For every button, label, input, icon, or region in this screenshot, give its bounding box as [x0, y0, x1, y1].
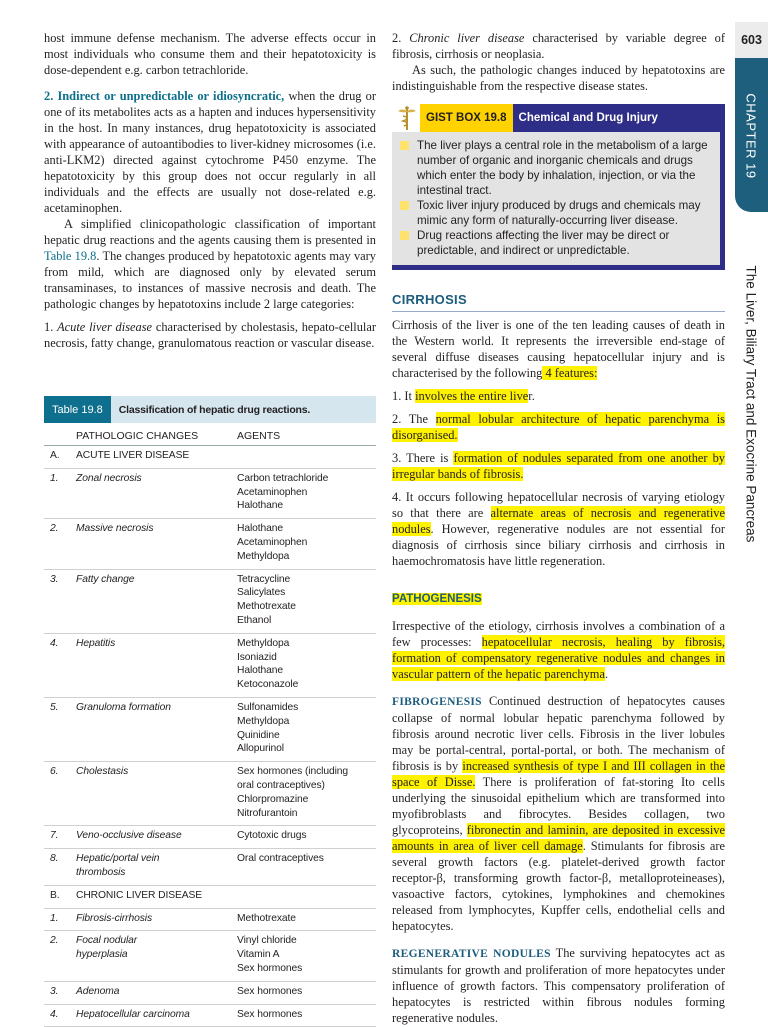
agents: Halothane Acetaminophen Methyldopa	[237, 522, 376, 563]
table-row	[44, 519, 376, 569]
gist-title: Chemical and Drug Injury	[513, 104, 725, 132]
pathologic-change: Hepatocellular carcinoma	[76, 1008, 237, 1022]
subsection-title: 2. Indirect or unpredictable or idiosyncratic,	[44, 89, 284, 103]
column-header-agents: AGENTS	[237, 430, 376, 442]
agents	[237, 889, 376, 903]
agents: Sulfonamides Methyldopa Quinidine Allopurinol	[237, 701, 376, 756]
left-column	[44, 30, 376, 351]
page-number: 603	[735, 22, 768, 58]
agents: Sex hormones (including oral contraceptives) Chlorpromazine Nitrofurantoin	[237, 765, 376, 820]
paragraph-chronic: 2. Chronic liver disease characterised by variable degree of fibrosis, cirrhosis or neoplasia.	[392, 30, 725, 62]
pathologic-change: Cholestasis	[76, 765, 237, 820]
row-number: A.	[44, 449, 76, 463]
feature-1: 1. It involves the entire liver.	[392, 388, 725, 404]
table-row	[44, 826, 376, 849]
agents: Sex hormones	[237, 985, 376, 999]
pathologic-change: Granuloma formation	[76, 701, 237, 756]
row-number: 3.	[44, 573, 76, 628]
pathologic-change: Fibrosis-cirrhosis	[76, 912, 237, 926]
right-column	[392, 30, 725, 94]
drug-reactions-table	[44, 396, 376, 1027]
runin-heading: FIBROGENESIS	[392, 696, 482, 708]
paragraph: Irrespective of the etiology, cirrhosis involves a combination of a few processes: hepatocellular necrosis, healing by fibrosis, formation of compensatory regenerative nodules and changes in vascular pattern of the hepatic parenchyma.	[392, 618, 725, 682]
pathologic-change: Adenoma	[76, 985, 237, 999]
caduceus-icon	[392, 104, 422, 132]
heading-rule	[392, 311, 725, 312]
feature-3: 3. There is formation of nodules separated from one another by irregular bands of fibrosis.	[392, 450, 725, 482]
paragraph-regenerative: REGENERATIVE NODULES The surviving hepatocytes act as stimulants for growth and proliferation of more hepatocytes under influence of growth factors. This compensatory proliferation of hepatocytes is restricted within fibrous nodules forming regenerative nodules.	[392, 945, 725, 1026]
table-row	[44, 762, 376, 826]
table-row	[44, 982, 376, 1005]
table-column-headers	[44, 426, 376, 446]
paragraph: As such, the pathologic changes induced by hepatotoxins are indistinguishable from the respective disease states.	[392, 62, 725, 94]
row-number: 2.	[44, 934, 76, 975]
table-row	[44, 446, 376, 469]
row-number: 4.	[44, 1008, 76, 1022]
table-row	[44, 886, 376, 909]
paragraph-indirect: 2. Indirect or unpredictable or idiosyncratic, when the drug or one of its metabolites acts as a hapten and induces hypersensitivity in the host. In many instances, drug hepatotoxicity is associated with appearance of autoantibodies to liver-kidney microsomes (i.e. anti-LKM2) directed against cytochrome P450 enzyme. The hepatotoxicity by this group does not occur regularly in all individuals and the effects are usually not dose-related e.g. acetaminophen.	[44, 88, 376, 216]
row-number: 5.	[44, 701, 76, 756]
pathologic-change: CHRONIC LIVER DISEASE	[76, 889, 237, 903]
gist-item: Drug reactions affecting the liver may be direct or predictable, and indirect or unpredictable.	[400, 228, 712, 258]
row-number: 4.	[44, 637, 76, 692]
agents: Cytotoxic drugs	[237, 829, 376, 843]
section-heading-pathogenesis: PATHOGENESIS	[392, 591, 725, 607]
paragraph: host immune defense mechanism. The adverse effects occur in most individuals who consume them and their hepatotoxicity is dose-dependent e.g. carbon tetrachloride.	[44, 30, 376, 78]
table-reference-link[interactable]: Table 19.8	[44, 249, 96, 263]
gist-item: The liver plays a central role in the metabolism of a large number of organic and inorganic chemicals and drugs which enter the body by inhalation, injection, or via the intestinal tract.	[400, 138, 712, 198]
bullet-icon	[400, 141, 409, 150]
table-row	[44, 634, 376, 698]
gist-item: Toxic liver injury produced by drugs and chemicals may mimic any form of naturally-occurring liver disease.	[400, 198, 712, 228]
row-number: 1.	[44, 912, 76, 926]
table-header	[44, 396, 376, 423]
gist-tag: GIST BOX 19.8	[420, 104, 513, 132]
right-column-lower	[392, 292, 725, 1026]
pathologic-change: Massive necrosis	[76, 522, 237, 563]
row-number: 6.	[44, 765, 76, 820]
chapter-label: CHAPTER 19	[744, 93, 759, 178]
row-number: B.	[44, 889, 76, 903]
table-row	[44, 469, 376, 519]
agents: Sex hormones	[237, 1008, 376, 1022]
pathologic-change: ACUTE LIVER DISEASE	[76, 449, 237, 463]
table-row	[44, 849, 376, 886]
column-header-changes: PATHOLOGIC CHANGES	[76, 430, 237, 442]
gist-box	[392, 104, 725, 270]
table-row	[44, 931, 376, 981]
agents: Oral contraceptives	[237, 852, 376, 880]
runin-heading: REGENERATIVE NODULES	[392, 948, 551, 960]
paragraph-acute: 1. Acute liver disease characterised by cholestasis, hepato-cellular necrosis, fatty change, granulomatous reaction or vascular disease.	[44, 319, 376, 351]
table-title: Classification of hepatic drug reactions.	[111, 404, 310, 416]
paragraph: Cirrhosis of the liver is one of the ten leading causes of death in the Western world. It represents the irreversible end-stage of several diffuse diseases causing hepatocellular injury and is characterised by the following 4 features:	[392, 317, 725, 381]
pathologic-change: Zonal necrosis	[76, 472, 237, 513]
pathologic-change: Hepatitis	[76, 637, 237, 692]
table-tag: Table 19.8	[44, 396, 111, 423]
row-number: 7.	[44, 829, 76, 843]
agents	[237, 449, 376, 463]
row-number: 1.	[44, 472, 76, 513]
paragraph-fibrogenesis: FIBROGENESIS Continued destruction of hepatocytes causes collapse of normal lobular hepatic parenchyma followed by fibrosis around necrotic liver cells. Fibrosis in the liver lobules may be portal-central, portal-portal, or both. The mechanism of fibrosis is by increased synthesis of type I and III collagen in the space of Disse. There is proliferation of fat-storing Ito cells underlying the sinusoidal epithelium which are transformed into myofibroblasts and fibrocytes. Besides collagen, two glycoproteins, fibronectin and laminin, are deposited in excessive amounts in area of liver cell damage. Stimulants for fibrosis are several growth factors (e.g. platelet-derived growth factor receptor-β, transforming growth factor-β, metalloproteineases), vasoactive factors, cytokines, lymphokines and chemokines released from lymphocytes, Kupffer cells, endothelial cells and hepatocytes.	[392, 693, 725, 934]
table-row	[44, 570, 376, 634]
paragraph: A simplified clinicopathologic classification of important hepatic drug reactions and the agents causing them is presented in Table 19.8. The changes produced by hepatotoxic agents may vary from mild, which are diagnosed only by elevated serum transaminases, to instances of massive necrosis and death. The pathologic changes by hepatotoxins include 2 large categories:	[44, 216, 376, 312]
table-row	[44, 909, 376, 932]
bullet-icon	[400, 231, 409, 240]
agents: Methotrexate	[237, 912, 376, 926]
gist-body	[392, 132, 725, 270]
agents: Vinyl chloride Vitamin A Sex hormones	[237, 934, 376, 975]
agents: Methyldopa Isoniazid Halothane Ketoconazole	[237, 637, 376, 692]
pathologic-change: Fatty change	[76, 573, 237, 628]
section-heading-cirrhosis: CIRRHOSIS	[392, 292, 725, 308]
pathologic-change: Focal nodular hyperplasia	[76, 934, 237, 975]
row-number: 8.	[44, 852, 76, 880]
row-number: 2.	[44, 522, 76, 563]
feature-2: 2. The normal lobular architecture of hepatic parenchyma is disorganised.	[392, 411, 725, 443]
table-row	[44, 698, 376, 762]
pathologic-change: Hepatic/portal vein thrombosis	[76, 852, 237, 880]
pathologic-change: Veno-occlusive disease	[76, 829, 237, 843]
running-title: The Liver, Biliary Tract and Exocrine Pancreas	[744, 266, 759, 543]
agents: Tetracycline Salicylates Methotrexate Ethanol	[237, 573, 376, 628]
feature-4: 4. It occurs following hepatocellular necrosis of varying etiology so that there are alternate areas of necrosis and regenerative nodules. However, regenerative nodules are not essential for diagnosis of cirrhosis since biliary cirrhosis and cirrhosis in haemochromatosis have little regeneration.	[392, 489, 725, 569]
table-body	[44, 446, 376, 1027]
row-number: 3.	[44, 985, 76, 999]
bullet-icon	[400, 201, 409, 210]
agents: Carbon tetrachloride Acetaminophen Halothane	[237, 472, 376, 513]
